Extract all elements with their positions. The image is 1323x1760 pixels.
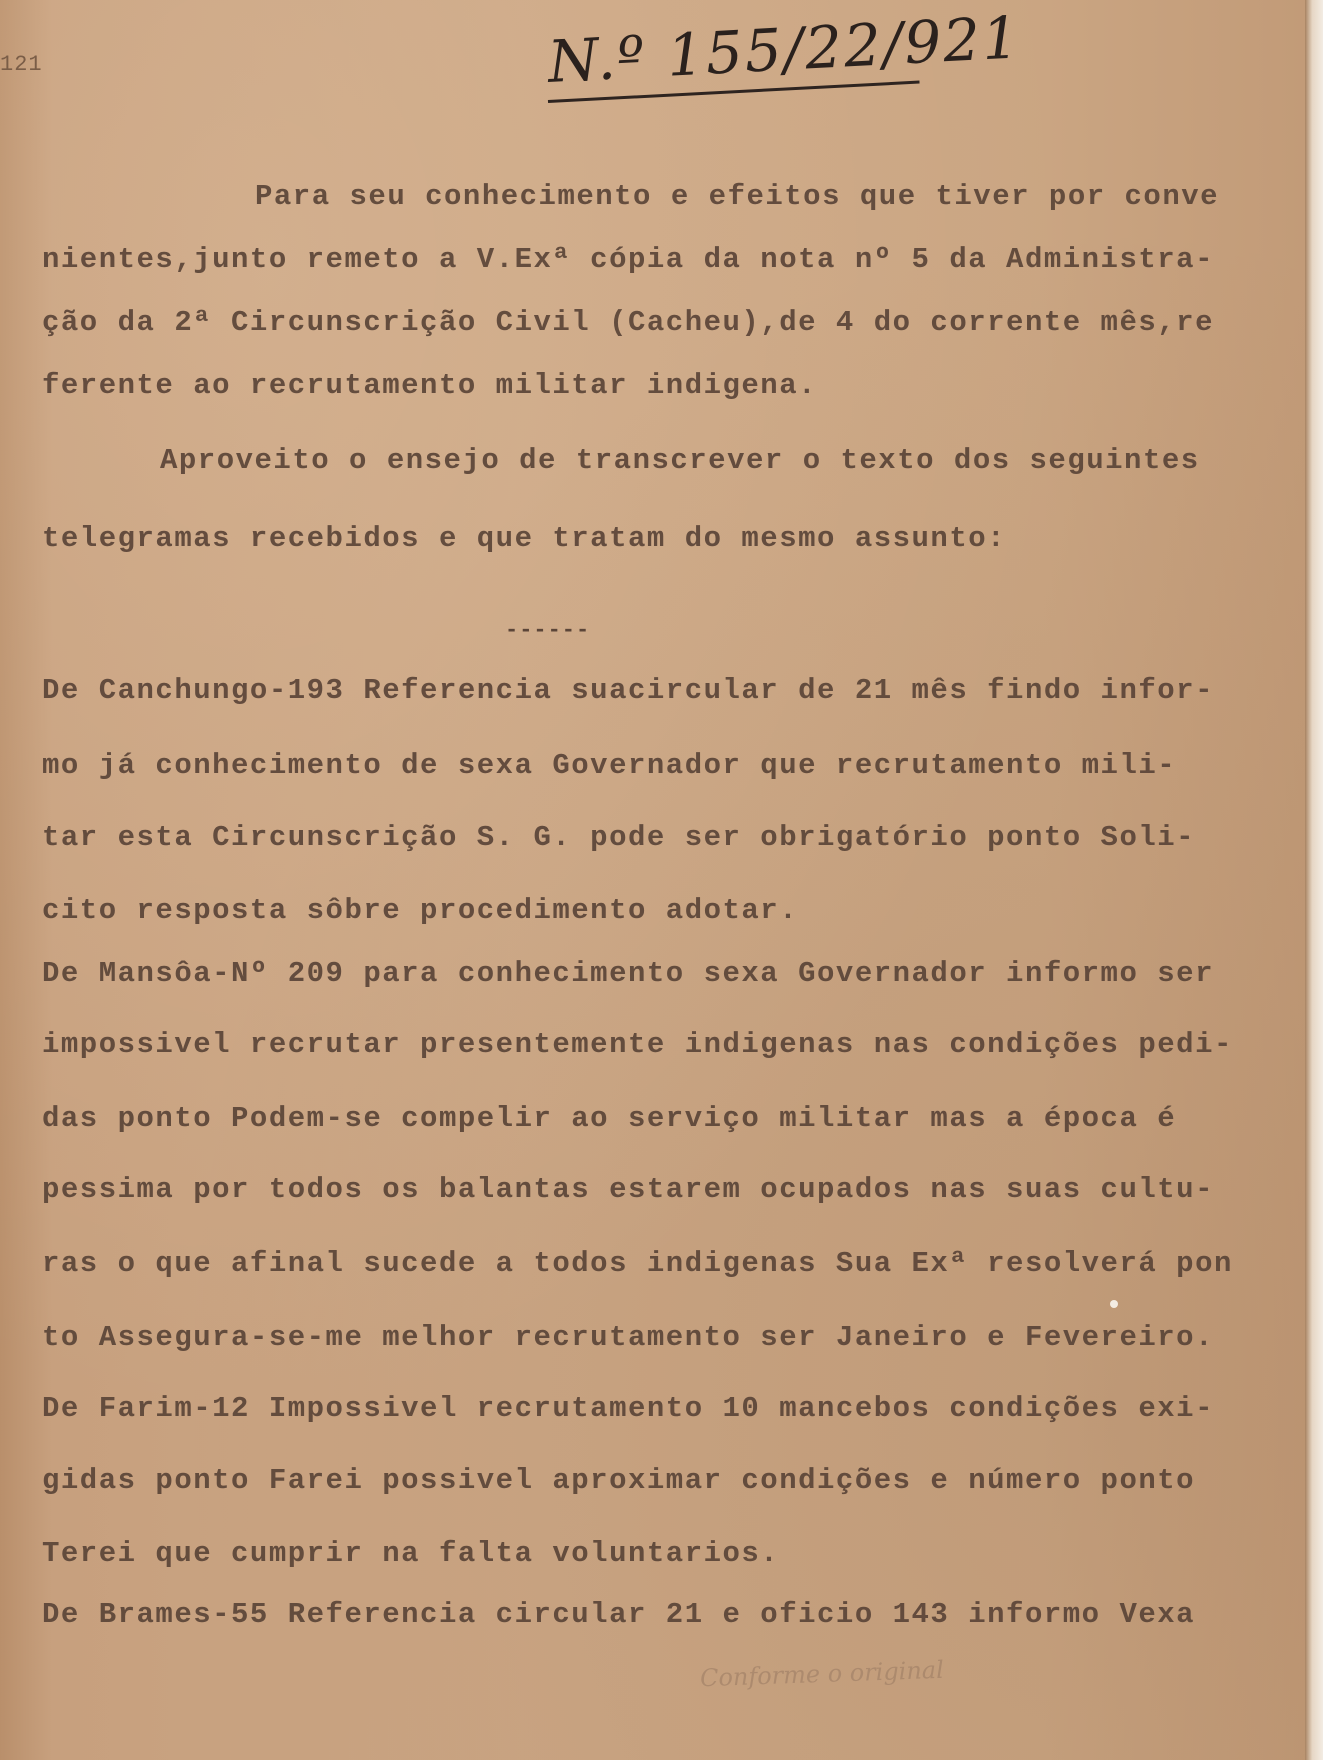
telegram-line: Terei que cumprir na falta voluntarios. [42,1537,780,1570]
telegram-line: tar esta Circunscrição S. G. pode ser obrigatório ponto Soli- [42,821,1196,854]
telegram-line: pessima por todos os balantas estarem ocupados nas suas cultu- [42,1173,1214,1206]
page-edge [1305,0,1323,1760]
paragraph-1-line-2: nientes,junto remeto a V.Exª cópia da nota nº 5 da Administra- [42,243,1214,276]
paragraph-2-line-1: Aproveito o ensejo de transcrever o texto dos seguintes [160,444,1200,477]
paragraph-1-line-3: ção da 2ª Circunscrição Civil (Cacheu),de 4 do corrente mês,re [42,306,1214,339]
faded-signature: Conforme o original [699,1655,945,1693]
telegram-line: De Brames-55 Referencia circular 21 e oficio 143 informo Vexa [42,1598,1196,1631]
paragraph-1-line-4: ferente ao recrutamento militar indigena. [42,369,818,402]
telegram-line: impossivel recrutar presentemente indigenas nas condições pedi- [42,1028,1233,1061]
paragraph-1-line-1: Para seu conhecimento e efeitos que tiver por conve [255,180,1220,213]
paper-speck [1110,1300,1118,1308]
telegram-line: cito resposta sôbre procedimento adotar. [42,894,799,927]
reference-number: N.º 155/22/921 [546,3,1023,96]
telegram-line: De Farim-12 Impossivel recrutamento 10 mancebos condições exi- [42,1392,1214,1425]
telegram-line: De Mansôa-Nº 209 para conhecimento sexa Governador informo ser [42,957,1214,990]
telegram-line: De Canchungo-193 Referencia suacircular de 21 mês findo infor- [42,674,1214,707]
telegram-line: mo já conhecimento de sexa Governador que recrutamento mili- [42,749,1177,782]
telegram-line: ras o que afinal sucede a todos indigenas Sua Exª resolverá pon [42,1247,1233,1280]
margin-page-number: 121 [0,52,43,77]
section-separator: ------ [505,618,591,643]
telegram-line: gidas ponto Farei possivel aproximar condições e número ponto [42,1464,1196,1497]
telegram-line: to Assegura-se-me melhor recrutamento ser Janeiro e Fevereiro. [42,1321,1214,1354]
telegram-line: das ponto Podem-se compelir ao serviço militar mas a época é [42,1102,1177,1135]
paragraph-2-line-2: telegramas recebidos e que tratam do mesmo assunto: [42,522,1007,555]
